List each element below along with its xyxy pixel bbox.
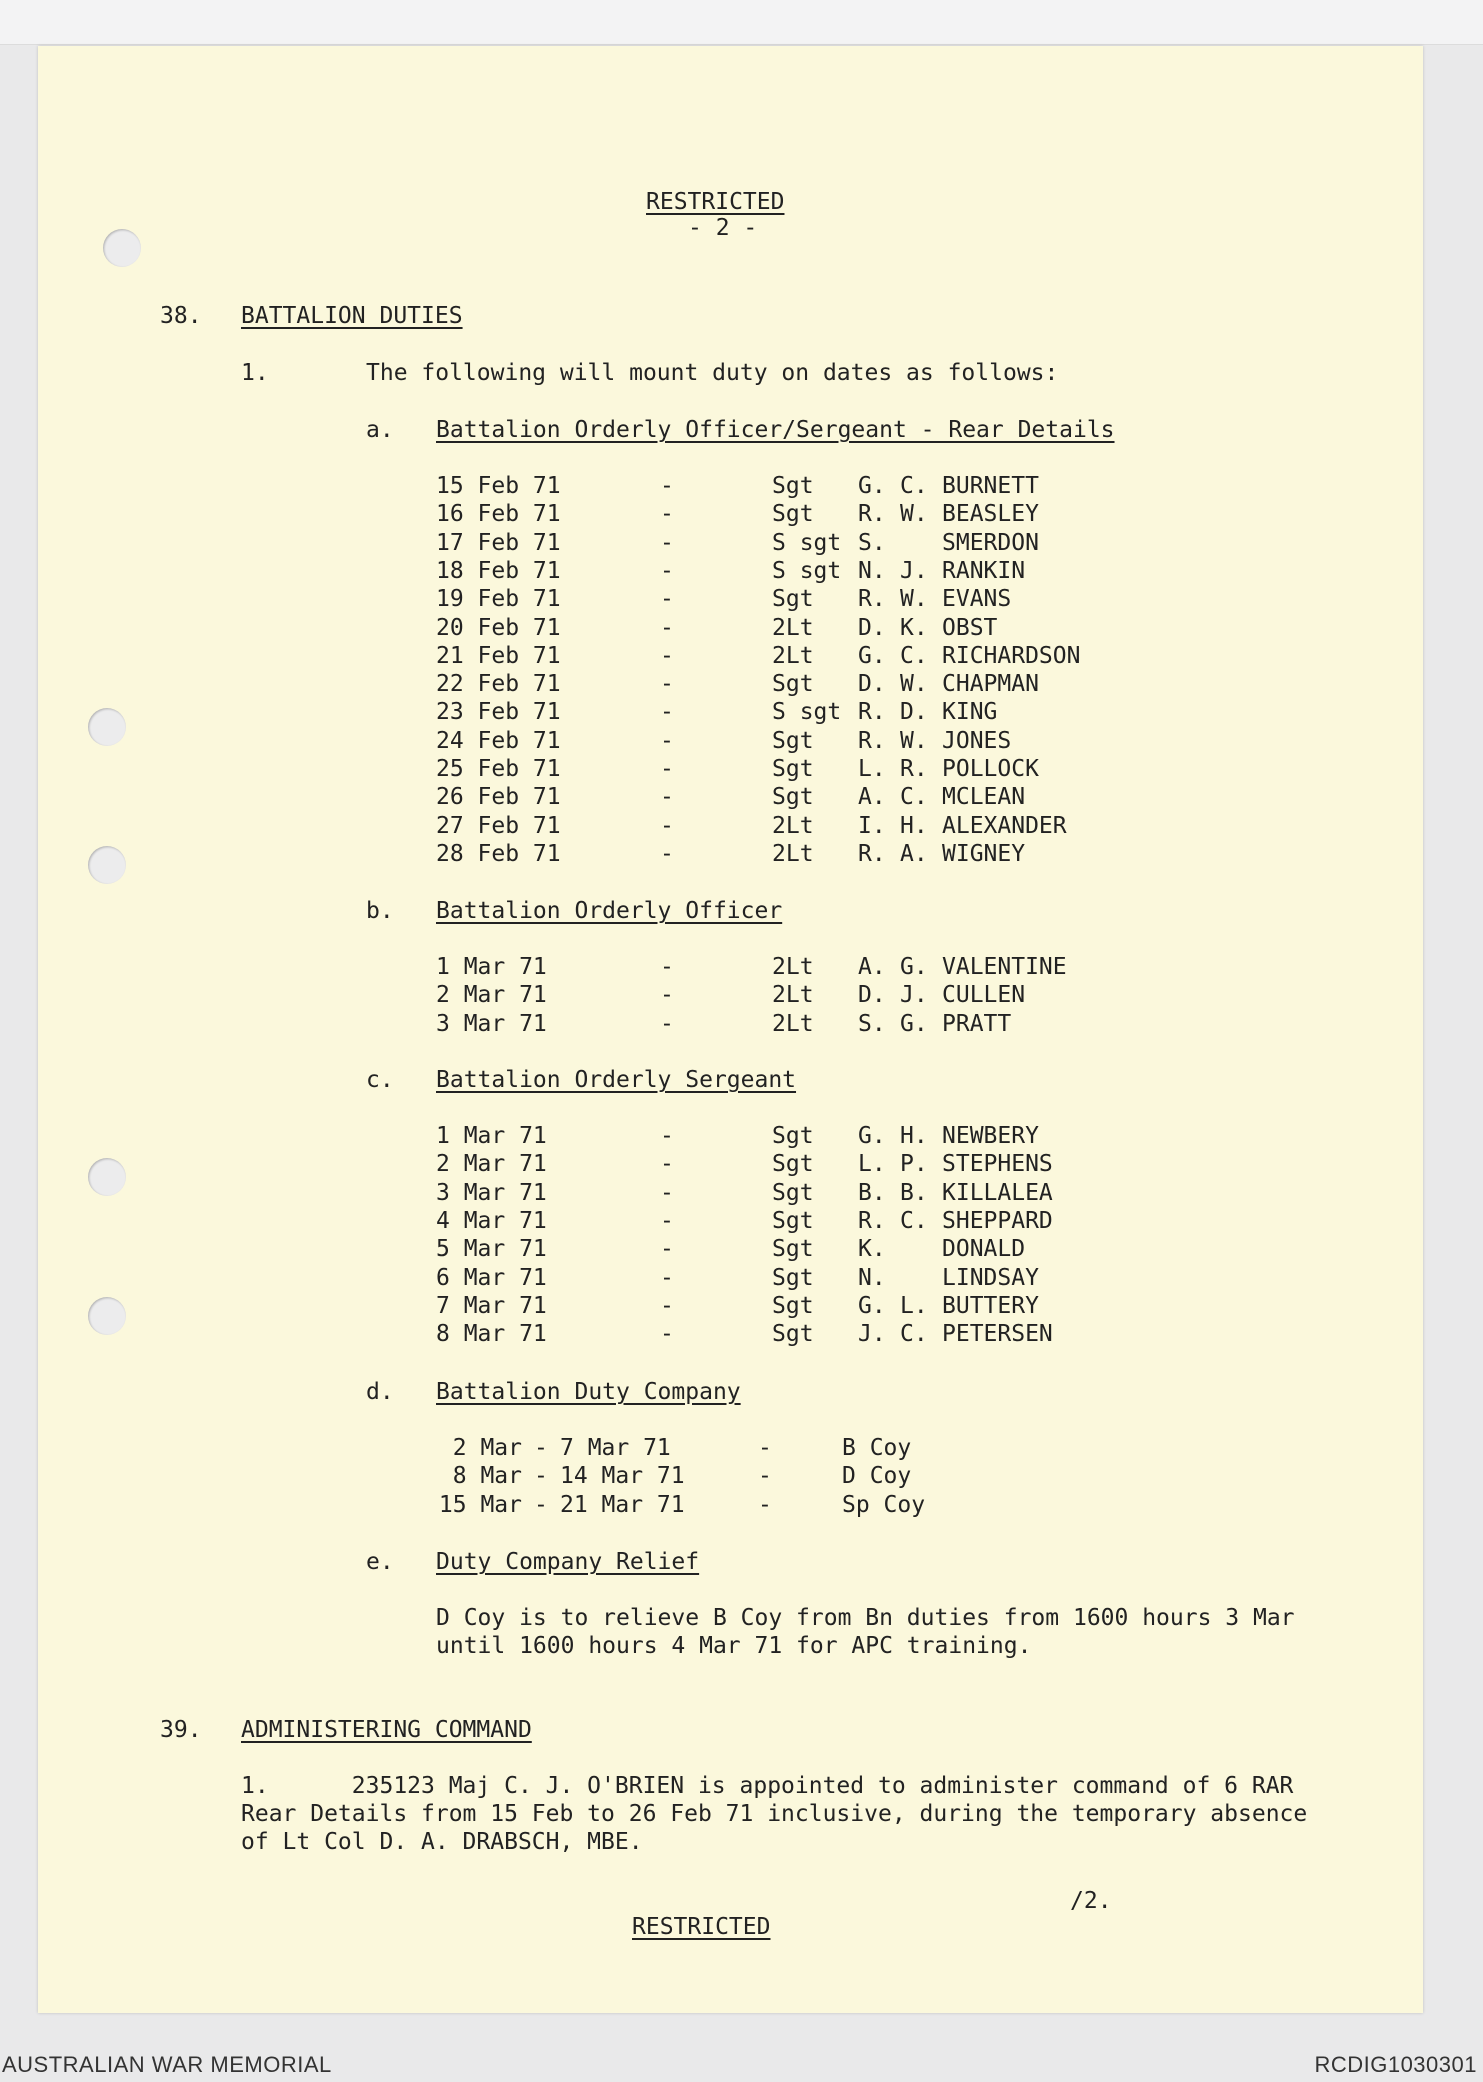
surname: VALENTINE: [942, 954, 1067, 980]
roster-row: [0, 1292, 1483, 1320]
initial: R.: [900, 756, 928, 782]
rank: Sgt: [772, 756, 814, 782]
rank: Sgt: [772, 501, 814, 528]
initial: K.: [900, 614, 928, 641]
initial: L.: [900, 1292, 928, 1319]
surname: WIGNEY: [942, 840, 1026, 867]
duty-date: 3 Mar 71: [436, 1179, 547, 1206]
subsection-letter: d.: [366, 1379, 394, 1405]
surname: DONALD: [942, 1236, 1026, 1263]
roster-row: [0, 1235, 1483, 1263]
initial: G.: [858, 642, 886, 669]
duty-date: 8 Mar 71: [436, 1321, 547, 1348]
page-number: - 2 -: [688, 215, 758, 241]
duty-date: 3 Mar 71: [436, 1010, 547, 1037]
roster-row: [0, 1264, 1483, 1292]
initial: H.: [900, 812, 928, 839]
rank: Sgt: [772, 1236, 814, 1263]
duty-date: 21 Feb 71: [436, 642, 561, 669]
dash: -: [660, 784, 674, 811]
company: D Coy: [842, 1463, 912, 1490]
archive-id: RCDIG1030301: [1314, 2052, 1477, 2077]
company: Sp Coy: [842, 1491, 926, 1518]
dash: -: [660, 473, 674, 499]
duty-date: 22 Feb 71: [436, 671, 561, 698]
dash: -: [660, 1207, 674, 1234]
rank: S sgt: [772, 529, 842, 556]
initial: J.: [900, 557, 928, 584]
rank: Sgt: [772, 1179, 814, 1206]
dash: -: [660, 1264, 674, 1291]
duty-date: 7 Mar 71: [436, 1292, 547, 1319]
duty-date: 4 Mar 71: [436, 1207, 547, 1234]
paragraph-number: 1.: [241, 360, 269, 386]
archive-source: AUSTRALIAN WAR MEMORIAL: [2, 2052, 332, 2077]
to-date: 14 Mar 71: [560, 1463, 685, 1490]
duty-date: 20 Feb 71: [436, 614, 561, 641]
roster-row: [0, 557, 1483, 585]
duty-company-row: [0, 1462, 1483, 1490]
relief-text-line: D Coy is to relieve B Coy from Bn duties from 1600 hours 3 Mar: [436, 1605, 1295, 1631]
initial: G.: [900, 954, 928, 980]
surname: NEWBERY: [942, 1123, 1039, 1149]
initial: J.: [900, 982, 928, 1009]
roster-row: [0, 614, 1483, 642]
paragraph-line: Rear Details from 15 Feb to 26 Feb 71 inclusive, during the temporary absence: [241, 1801, 1308, 1827]
initial: L.: [858, 756, 886, 782]
dash: -: [660, 1179, 674, 1206]
roster-row: [0, 585, 1483, 613]
rank: Sgt: [772, 1292, 814, 1319]
initial: G.: [858, 1292, 886, 1319]
dash: -: [660, 642, 674, 669]
initial: C.: [900, 1321, 928, 1348]
rank: Sgt: [772, 1207, 814, 1234]
initial: C.: [900, 1207, 928, 1234]
rank: S sgt: [772, 699, 842, 726]
surname: ALEXANDER: [942, 812, 1067, 839]
dash: -: [534, 1491, 548, 1518]
surname: LINDSAY: [942, 1264, 1039, 1291]
paragraph-intro: The following will mount duty on dates as follows:: [366, 360, 1059, 386]
subsection-title: Battalion Duty Company: [436, 1379, 741, 1405]
duty-date: 25 Feb 71: [436, 756, 561, 782]
dash: -: [660, 1151, 674, 1178]
rank: Sgt: [772, 1321, 814, 1348]
from-date: 2 Mar: [452, 1435, 522, 1461]
surname: RANKIN: [942, 557, 1026, 584]
initial: R.: [858, 727, 886, 754]
relief-text-line: until 1600 hours 4 Mar 71 for APC training.: [436, 1633, 1032, 1659]
rank: Sgt: [772, 671, 814, 698]
surname: MCLEAN: [942, 784, 1026, 811]
surname: KILLALEA: [942, 1179, 1053, 1206]
rank: 2Lt: [772, 812, 814, 839]
duty-date: 24 Feb 71: [436, 727, 561, 754]
initial: H.: [900, 1123, 928, 1149]
roster-row: [0, 1179, 1483, 1207]
roster-row: [0, 529, 1483, 557]
initial: W.: [900, 671, 928, 698]
surname: PRATT: [942, 1010, 1012, 1037]
duty-date: 23 Feb 71: [436, 699, 561, 726]
initial: W.: [900, 586, 928, 613]
subsection-letter: a.: [366, 417, 394, 443]
rank: S sgt: [772, 557, 842, 584]
rank: 2Lt: [772, 614, 814, 641]
rank: Sgt: [772, 1264, 814, 1291]
rank: 2Lt: [772, 982, 814, 1009]
company: B Coy: [842, 1435, 912, 1461]
initial: G.: [858, 1123, 886, 1149]
subsection-title: Duty Company Relief: [436, 1549, 700, 1575]
initial: D.: [858, 982, 886, 1009]
initial: N.: [858, 1264, 886, 1291]
surname: OBST: [942, 614, 998, 641]
dash: -: [534, 1463, 548, 1490]
duty-date: 19 Feb 71: [436, 586, 561, 613]
initial: S.: [858, 529, 886, 556]
roster-row: [0, 755, 1483, 783]
duty-date: 27 Feb 71: [436, 812, 561, 839]
duty-date: 2 Mar 71: [436, 1151, 547, 1178]
dash: -: [660, 699, 674, 726]
dash: -: [660, 1292, 674, 1319]
initial: R.: [858, 699, 886, 726]
surname: SMERDON: [942, 529, 1039, 556]
surname: BUTTERY: [942, 1292, 1039, 1319]
rank: 2Lt: [772, 1010, 814, 1037]
surname: POLLOCK: [942, 756, 1039, 782]
duty-company-row: [0, 1434, 1483, 1462]
roster-row: [0, 698, 1483, 726]
roster-row: [0, 1320, 1483, 1348]
subsection-letter: e.: [366, 1549, 394, 1575]
initial: D.: [900, 699, 928, 726]
initial: A.: [900, 840, 928, 867]
initial: C.: [900, 473, 928, 499]
roster-row: [0, 981, 1483, 1009]
duty-date: 2 Mar 71: [436, 982, 547, 1009]
surname: BEASLEY: [942, 501, 1039, 528]
initial: G.: [900, 1010, 928, 1037]
roster-row: [0, 1010, 1483, 1038]
page-reference: /2.: [1070, 1888, 1112, 1914]
dash: -: [660, 1321, 674, 1348]
duty-date: 1 Mar 71: [436, 1123, 547, 1149]
surname: BURNETT: [942, 473, 1039, 499]
dash: -: [660, 501, 674, 528]
initial: N.: [858, 557, 886, 584]
surname: EVANS: [942, 586, 1012, 613]
section-number: 38.: [160, 303, 202, 329]
initial: B.: [900, 1179, 928, 1206]
section-number: 39.: [160, 1717, 202, 1743]
initial: B.: [858, 1179, 886, 1206]
roster-row: [0, 472, 1483, 500]
paragraph-line: 1. 235123 Maj C. J. O'BRIEN is appointed to administer command of 6 RAR: [241, 1773, 1294, 1799]
surname: CHAPMAN: [942, 671, 1039, 698]
rank: Sgt: [772, 727, 814, 754]
roster-row: [0, 783, 1483, 811]
duty-date: 17 Feb 71: [436, 529, 561, 556]
surname: SHEPPARD: [942, 1207, 1053, 1234]
subsection-letter: b.: [366, 898, 394, 924]
rank: Sgt: [772, 1151, 814, 1178]
initial: J.: [858, 1321, 886, 1348]
rank: Sgt: [772, 473, 814, 499]
roster-row: [0, 840, 1483, 868]
rank: Sgt: [772, 1123, 814, 1149]
paragraph-line: of Lt Col D. A. DRABSCH, MBE.: [241, 1829, 643, 1855]
surname: JONES: [942, 727, 1012, 754]
initial: D.: [858, 671, 886, 698]
roster-row: [0, 727, 1483, 755]
dash: -: [660, 671, 674, 698]
surname: KING: [942, 699, 998, 726]
dash: -: [660, 586, 674, 613]
rank: Sgt: [772, 784, 814, 811]
initial: C.: [900, 784, 928, 811]
dash: -: [534, 1435, 548, 1461]
surname: STEPHENS: [942, 1151, 1053, 1178]
initial: S.: [858, 1010, 886, 1037]
initial: A.: [858, 784, 886, 811]
subsection-title: Battalion Orderly Officer: [436, 898, 783, 924]
dash: -: [660, 1010, 674, 1037]
dash: -: [660, 727, 674, 754]
dash: -: [660, 1123, 674, 1149]
roster-row: [0, 500, 1483, 528]
roster-row: [0, 812, 1483, 840]
roster-row: [0, 1150, 1483, 1178]
initial: C.: [900, 642, 928, 669]
initial: L.: [858, 1151, 886, 1178]
rank: 2Lt: [772, 954, 814, 980]
from-date: 15 Mar: [438, 1491, 522, 1518]
roster-row: [0, 670, 1483, 698]
rank: Sgt: [772, 586, 814, 613]
dash: -: [660, 812, 674, 839]
classification-header: RESTRICTED: [646, 189, 785, 215]
initial: R.: [858, 840, 886, 867]
initial: P.: [900, 1151, 928, 1178]
roster-row: [0, 1122, 1483, 1150]
initial: R.: [858, 586, 886, 613]
duty-company-row: [0, 1491, 1483, 1519]
duty-date: 26 Feb 71: [436, 784, 561, 811]
initial: K.: [858, 1236, 886, 1263]
from-date: 8 Mar: [452, 1463, 522, 1490]
initial: G.: [858, 473, 886, 499]
dash: -: [758, 1491, 772, 1518]
dash: -: [660, 614, 674, 641]
dash: -: [660, 1236, 674, 1263]
subsection-title: Battalion Orderly Sergeant: [436, 1067, 797, 1093]
duty-date: 15 Feb 71: [436, 473, 561, 499]
initial: D.: [858, 614, 886, 641]
dash: -: [758, 1463, 772, 1490]
rank: 2Lt: [772, 642, 814, 669]
subsection-letter: c.: [366, 1067, 394, 1093]
punch-hole: [103, 229, 141, 267]
to-date: 7 Mar 71: [560, 1435, 671, 1461]
initial: I.: [858, 812, 886, 839]
duty-date: 5 Mar 71: [436, 1236, 547, 1263]
roster-row: [0, 953, 1483, 981]
subsection-title: Battalion Orderly Officer/Sergeant - Rear Details: [436, 417, 1115, 443]
initial: R.: [858, 1207, 886, 1234]
dash: -: [660, 982, 674, 1009]
surname: PETERSEN: [942, 1321, 1053, 1348]
dash: -: [758, 1435, 772, 1461]
roster-row: [0, 1207, 1483, 1235]
roster-row: [0, 642, 1483, 670]
initial: W.: [900, 501, 928, 528]
duty-date: 16 Feb 71: [436, 501, 561, 528]
rank: 2Lt: [772, 840, 814, 867]
dash: -: [660, 756, 674, 782]
classification-footer: RESTRICTED: [632, 1914, 771, 1940]
initial: R.: [858, 501, 886, 528]
surname: RICHARDSON: [942, 642, 1081, 669]
section-title: ADMINISTERING COMMAND: [241, 1717, 532, 1743]
surname: CULLEN: [942, 982, 1026, 1009]
initial: A.: [858, 954, 886, 980]
dash: -: [660, 529, 674, 556]
top-bar: [0, 0, 1483, 45]
initial: W.: [900, 727, 928, 754]
to-date: 21 Mar 71: [560, 1491, 685, 1518]
dash: -: [660, 954, 674, 980]
dash: -: [660, 840, 674, 867]
duty-date: 28 Feb 71: [436, 840, 561, 867]
duty-date: 6 Mar 71: [436, 1264, 547, 1291]
duty-date: 1 Mar 71: [436, 954, 547, 980]
duty-date: 18 Feb 71: [436, 557, 561, 584]
section-title: BATTALION DUTIES: [241, 303, 463, 329]
dash: -: [660, 557, 674, 584]
